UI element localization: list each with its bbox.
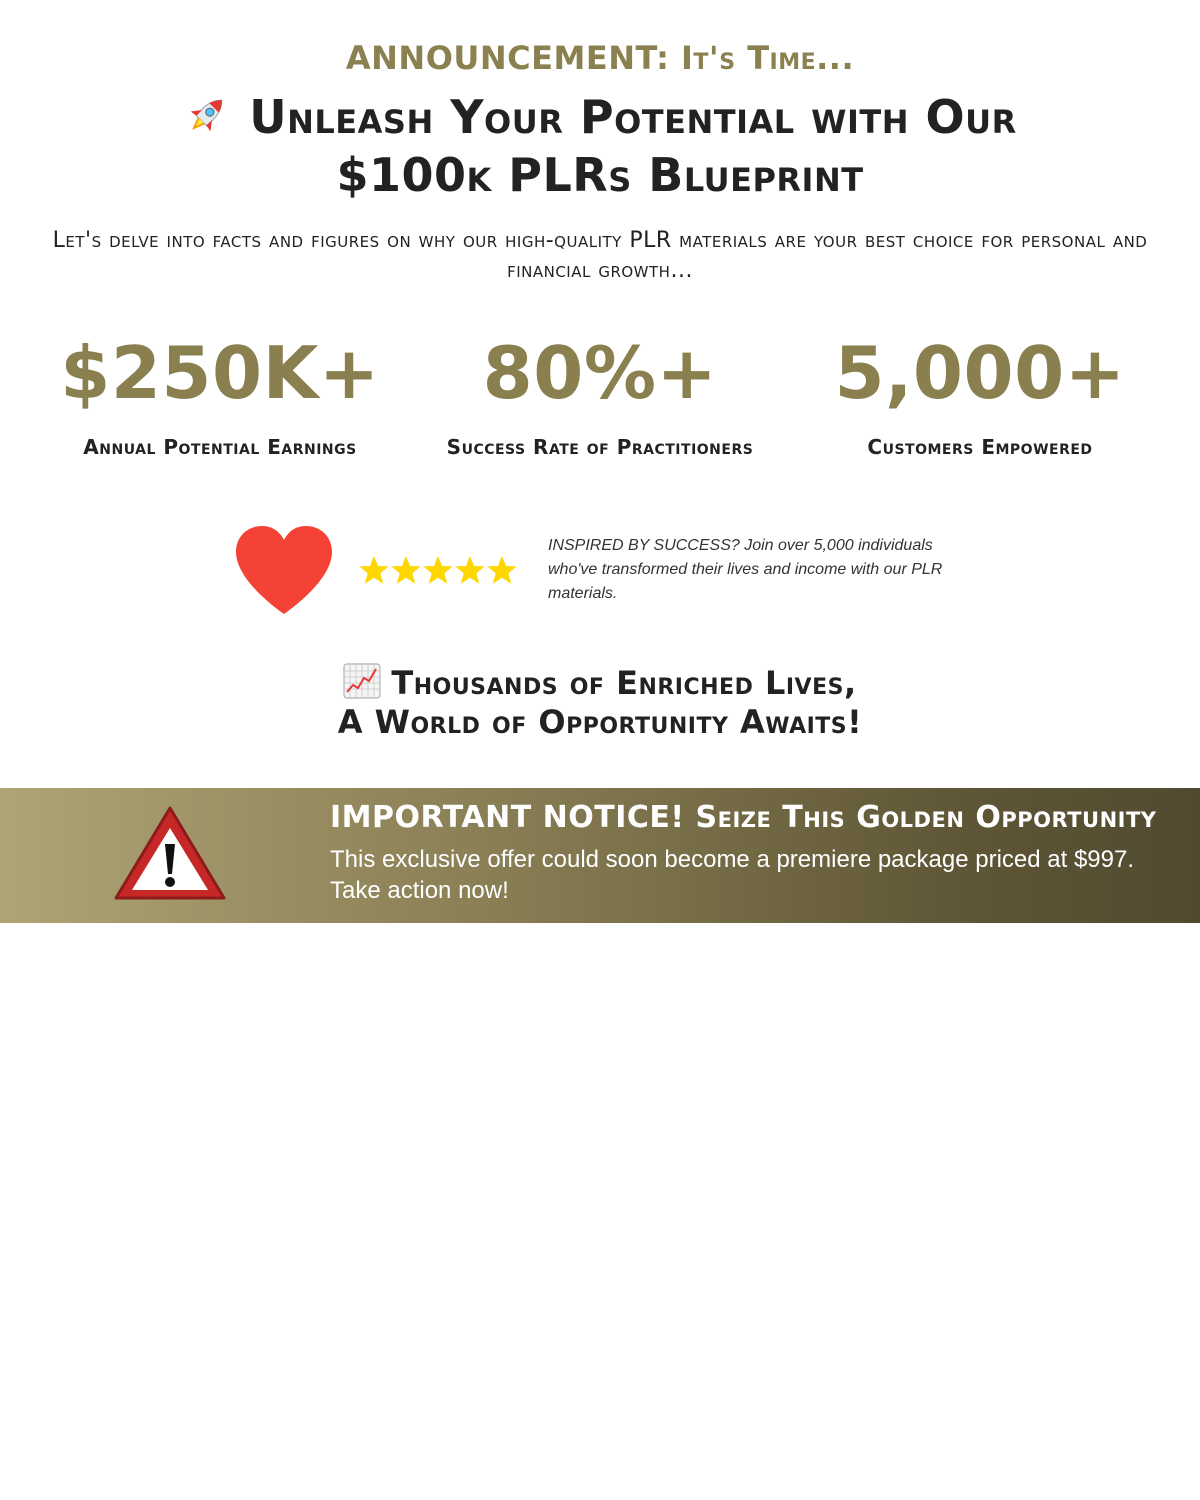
notice-body: This exclusive offer could soon become a premiere package priced at $997. Take action now! — [330, 846, 1135, 904]
star-icon — [422, 554, 454, 586]
enriched-lives-heading — [150, 664, 1050, 741]
main-headline — [100, 88, 1100, 204]
social-proof — [230, 520, 970, 620]
rocket-icon — [183, 91, 231, 139]
social-proof-text: INSPIRED BY SUCCESS? Join over 5,000 individuals who've transformed their lives and income with our PLR materials. — [548, 537, 943, 602]
star-icon — [486, 554, 518, 586]
star-icon — [390, 554, 422, 586]
stat-success-rate — [410, 330, 790, 470]
notice-title: IMPORTANT NOTICE! Seize This Golden Opportunity — [330, 800, 1157, 835]
star-icon — [454, 554, 486, 586]
star-icon — [358, 554, 390, 586]
enriched-line-1: Thousands of Enriched Lives, — [391, 664, 857, 702]
chart-increasing-icon — [343, 663, 381, 699]
enriched-line-2: A World of Opportunity Awaits! — [337, 703, 863, 741]
stat-value: $250K+ — [60, 331, 380, 415]
stat-earnings — [30, 330, 410, 470]
important-notice-banner — [0, 788, 1200, 923]
intro-text: Let's delve into facts and figures on why our high-quality PLR materials are your best choice for personal and financial growth... — [52, 228, 1148, 283]
star-rating — [358, 554, 518, 586]
stats-row — [30, 330, 1170, 470]
stat-label: Annual Potential Earnings — [83, 435, 357, 459]
stat-value: 80%+ — [482, 331, 718, 415]
stat-label: Customers Empowered — [867, 435, 1093, 459]
headline-line-2: $100k PLRs Blueprint — [336, 148, 864, 202]
heart-icon — [230, 520, 338, 620]
stat-value: 5,000+ — [834, 331, 1126, 415]
announcement-heading: ANNOUNCEMENT: It's Time... — [345, 39, 855, 77]
headline-line-1: Unleash Your Potential with Our — [249, 90, 1017, 144]
warning-icon — [112, 804, 228, 904]
stat-customers — [790, 330, 1170, 470]
stat-label: Success Rate of Practitioners — [446, 435, 754, 459]
